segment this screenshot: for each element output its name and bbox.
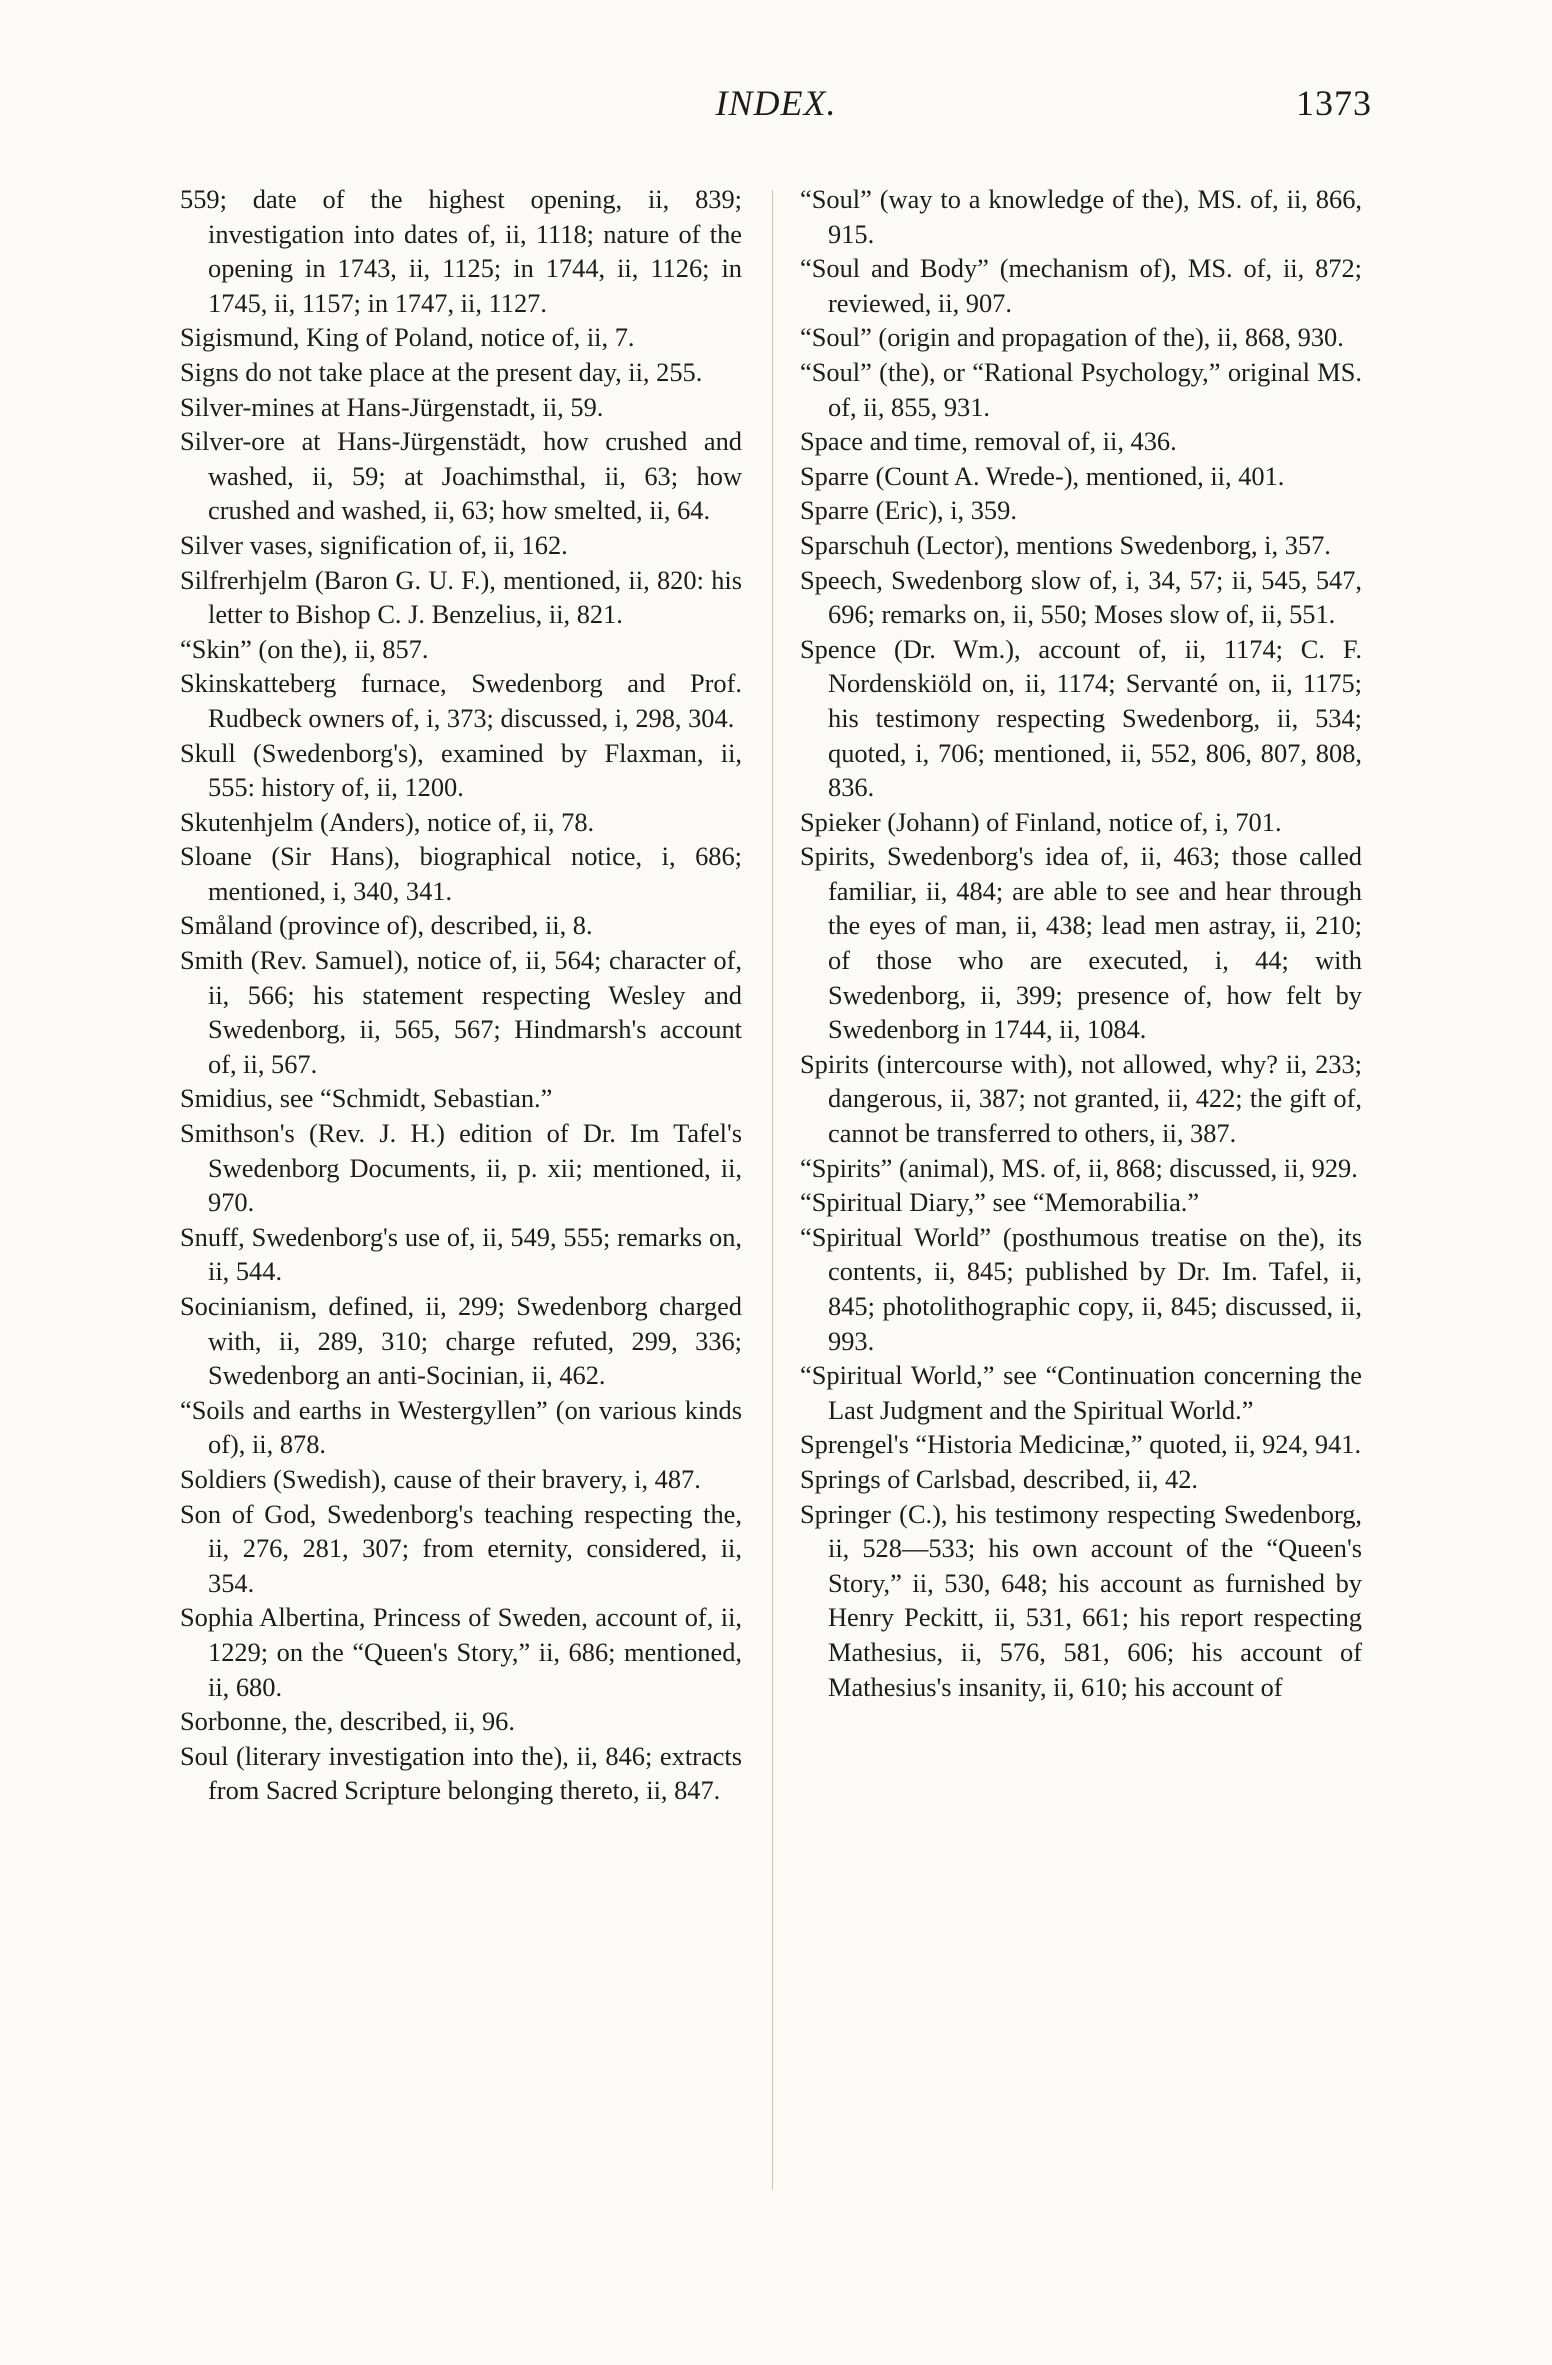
index-entry: “Soul” (origin and propagation of the), ii, 868, 930.	[800, 322, 1344, 353]
right-column	[800, 182, 1362, 1704]
index-entry: Sloane (Sir Hans), biographical notice, i, 686; mentioned, i, 340, 341.	[180, 841, 742, 906]
index-entry: Son of God, Swedenborg's teaching respecting the, ii, 276, 281, 307; from eternity, considered, ii, 354.	[180, 1498, 742, 1598]
index-entry: Småland (province of), described, ii, 8.	[180, 910, 593, 941]
index-entry: “Soils and earths in Westergyllen” (on various kinds of), ii, 878.	[180, 1394, 742, 1460]
running-title: INDEX.	[715, 83, 837, 123]
page-header	[180, 82, 1372, 142]
index-entry: Skutenhjelm (Anders), notice of, ii, 78.	[180, 806, 595, 837]
index-entry: Silfrerhjelm (Baron G. U. F.), mentioned, ii, 820: his letter to Bishop C. J. Benzelius, ii, 821.	[180, 564, 742, 630]
index-entry: “Soul” (the), or “Rational Psychology,” original MS. of, ii, 855, 931.	[800, 356, 1362, 422]
index-entry: Spirits, Swedenborg's idea of, ii, 463; those called familiar, ii, 484; are able to see and hear through the eyes of man, ii, 438; lead men astray, ii, 210; of those who are executed, i, 44; with Swedenborg, ii, 399; presence of, how felt by Swedenborg in 1744, ii, 1084.	[800, 841, 1362, 1045]
index-entry: Spence (Dr. Wm.), account of, ii, 1174; C. F. Nordenskiöld on, ii, 1174; Servanté on, ii, 1175; his testimony respecting Swedenborg, ii, 534; quoted, i, 706; mentioned, ii, 552, 806, 807, 808, 836.	[800, 633, 1362, 803]
index-entry: Socinianism, defined, ii, 299; Swedenborg charged with, ii, 289, 310; charge refuted, 299, 336; Swedenborg an anti-Socinian, ii, 462.	[180, 1291, 742, 1391]
index-entry: Silver-ore at Hans-Jürgenstädt, how crushed and washed, ii, 59; at Joachimsthal, ii, 63; how crushed and washed, ii, 63; how smelted, ii, 64.	[180, 426, 742, 526]
index-entry: Spieker (Johann) of Finland, notice of, i, 701.	[800, 806, 1282, 837]
index-entry: “Spirits” (animal), MS. of, ii, 868; discussed, ii, 929.	[800, 1152, 1358, 1183]
index-entry: “Soul” (way to a knowledge of the), MS. of, ii, 866, 915.	[800, 184, 1362, 249]
index-entry: Springs of Carlsbad, described, ii, 42.	[800, 1463, 1198, 1494]
left-column	[180, 182, 742, 1808]
index-entry: Smidius, see “Schmidt, Sebastian.”	[180, 1083, 553, 1114]
index-entry: Smith (Rev. Samuel), notice of, ii, 564; character of, ii, 566; his statement respecting Wesley and Swedenborg, ii, 565, 567; Hindmarsh's account of, ii, 567.	[180, 945, 742, 1079]
index-entry: Space and time, removal of, ii, 436.	[800, 426, 1177, 457]
index-entry: Signs do not take place at the present day, ii, 255.	[180, 356, 703, 387]
index-entry: Sprengel's “Historia Medicinæ,” quoted, ii, 924, 941.	[800, 1429, 1362, 1460]
index-entry: Sorbonne, the, described, ii, 96.	[180, 1706, 515, 1737]
page-number: 1373	[1296, 83, 1372, 123]
index-entry: Sophia Albertina, Princess of Sweden, account of, ii, 1229; on the “Queen's Story,” ii, 686; mentioned, ii, 680.	[180, 1602, 742, 1702]
index-entry: Spirits (intercourse with), not allowed, why? ii, 233; dangerous, ii, 387; not granted, ii, 422; the gift of, cannot be transferred to others, ii, 387.	[800, 1048, 1362, 1149]
index-entry: Skull (Swedenborg's), examined by Flaxman, ii, 555: history of, ii, 1200.	[180, 737, 742, 803]
index-entry: Skinskatteberg furnace, Swedenborg and Prof. Rudbeck owners of, i, 373; discussed, i, 298, 304.	[180, 668, 742, 733]
index-entry: Snuff, Swedenborg's use of, ii, 549, 555; remarks on, ii, 544.	[180, 1221, 742, 1287]
index-entry: “Soul and Body” (mechanism of), MS. of, ii, 872; reviewed, ii, 907.	[800, 253, 1362, 318]
index-entry: Silver-mines at Hans-Jürgenstadt, ii, 59.	[180, 391, 604, 422]
index-entry: “Spiritual Diary,” see “Memorabilia.”	[800, 1187, 1200, 1218]
index-entry: “Spiritual World,” see “Continuation concerning the Last Judgment and the Spiritual World.”	[800, 1360, 1362, 1425]
column-divider	[772, 190, 773, 2190]
index-entry: Soul (literary investigation into the), ii, 846; extracts from Sacred Scripture belonging thereto, ii, 847.	[180, 1740, 742, 1806]
index-entry: Sigismund, King of Poland, notice of, ii, 7.	[180, 322, 635, 353]
index-entry: “Spiritual World” (posthumous treatise on the), its contents, ii, 845; published by Dr. Im. Tafel, ii, 845; photolithographic copy, ii, 845; discussed, ii, 993.	[800, 1221, 1362, 1356]
index-entry: “Skin” (on the), ii, 857.	[180, 633, 429, 664]
index-entry: Springer (C.), his testimony respecting Swedenborg, ii, 528—533; his own account of the “Queen's Story,” ii, 530, 648; his account as furnished by Henry Peckitt, ii, 531, 661; his report respecting Mathesius, ii, 576, 581, 606; his account of Mathesius's insanity, ii, 610; his account of	[800, 1498, 1362, 1702]
index-entry: Sparschuh (Lector), mentions Swedenborg, i, 357.	[800, 529, 1331, 560]
index-entry: Smithson's (Rev. J. H.) edition of Dr. Im Tafel's Swedenborg Documents, ii, p. xii; mentioned, ii, 970.	[180, 1118, 742, 1218]
index-entry: Soldiers (Swedish), cause of their bravery, i, 487.	[180, 1463, 701, 1494]
index-entry: Sparre (Eric), i, 359.	[800, 495, 1017, 526]
index-entry: Speech, Swedenborg slow of, i, 34, 57; ii, 545, 547, 696; remarks on, ii, 550; Moses slow of, ii, 551.	[800, 564, 1362, 630]
index-entry: Sparre (Count A. Wrede-), mentioned, ii, 401.	[800, 460, 1285, 491]
index-entry: 559; date of the highest opening, ii, 839; investigation into dates of, ii, 1118; nature of the opening in 1743, ii, 1125; in 1744, ii, 1126; in 1745, ii, 1157; in 1747, ii, 1127.	[180, 184, 742, 318]
index-entry: Silver vases, signification of, ii, 162.	[180, 529, 568, 560]
